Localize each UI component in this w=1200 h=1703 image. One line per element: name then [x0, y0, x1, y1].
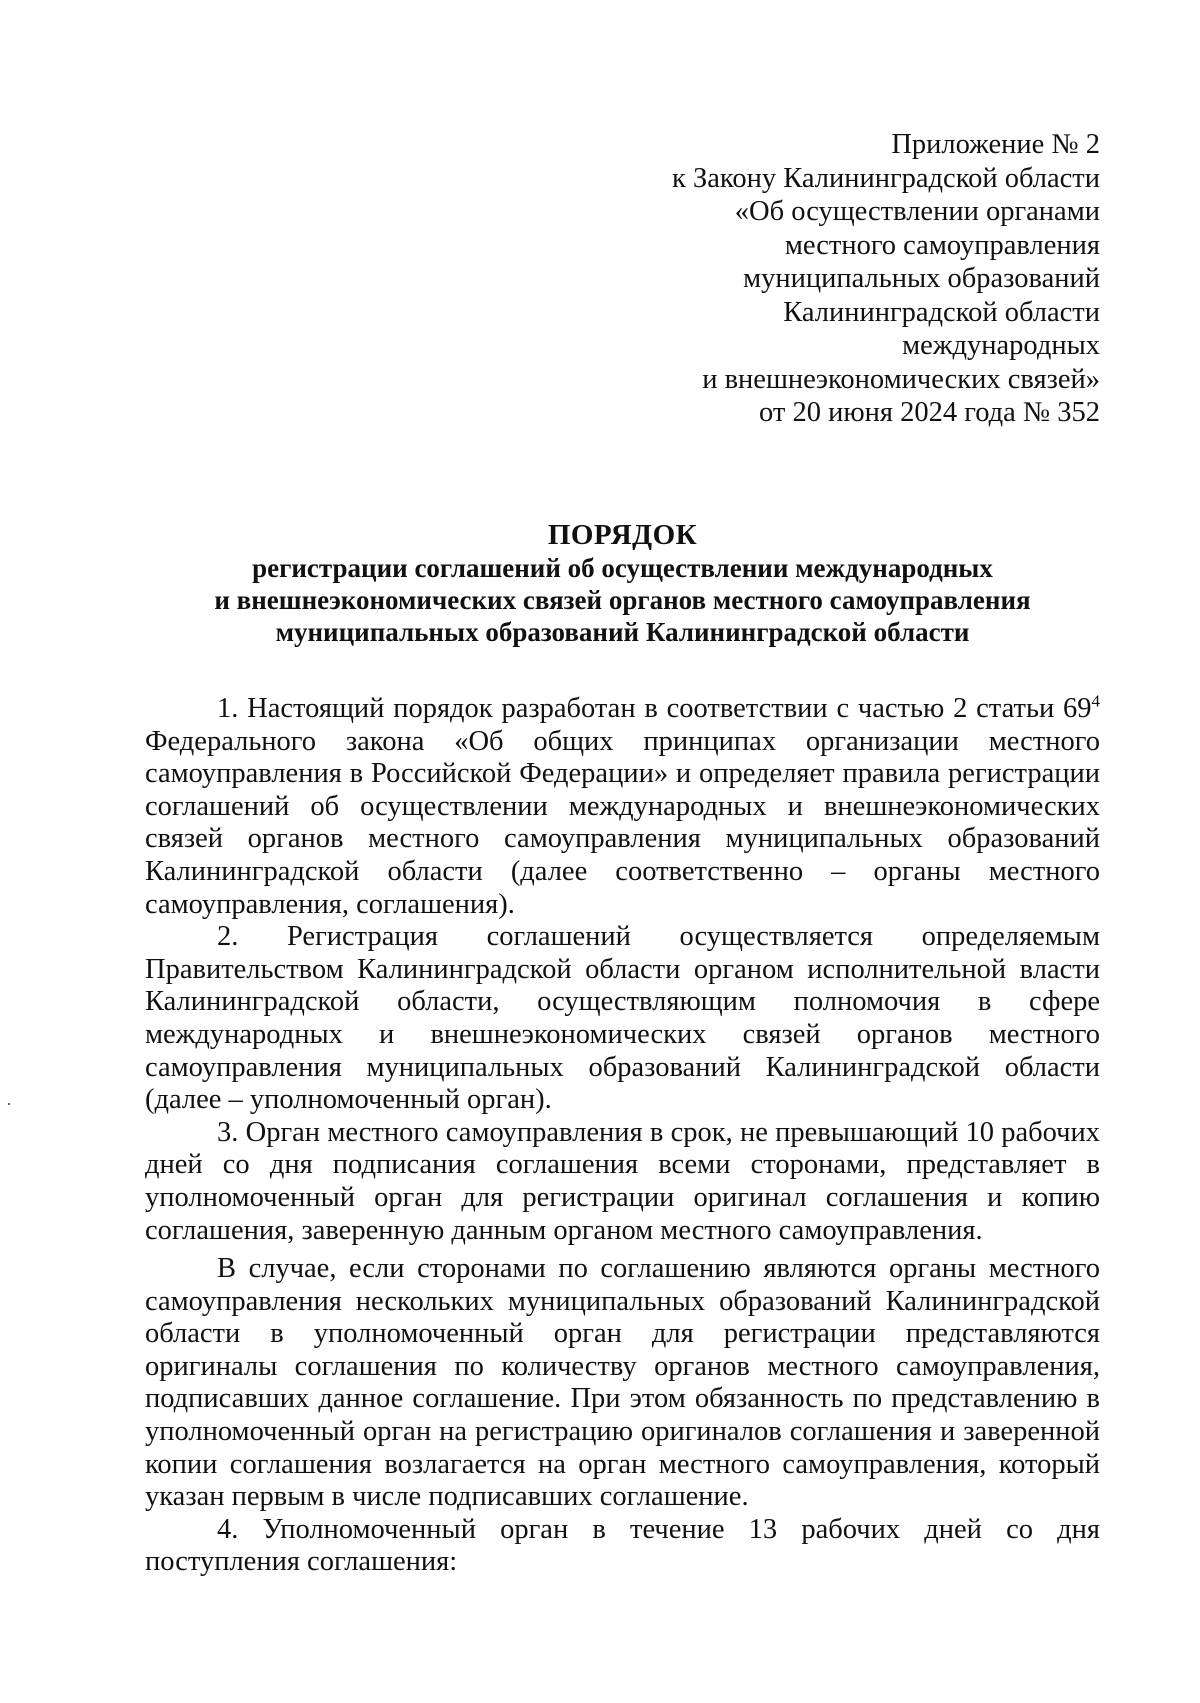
appendix-line: местного самоуправления — [784, 229, 1100, 261]
appendix-line: Приложение № 2 — [891, 129, 1100, 160]
appendix-line: международных — [902, 330, 1100, 361]
paragraph-5: 4. Уполномоченный орган в течение 13 рабочих дней со дня поступления соглашения: — [145, 1513, 1100, 1578]
paragraph-1 — [145, 693, 1100, 921]
title-main: ПОРЯДОК — [547, 519, 698, 551]
superscript: 4 — [1091, 691, 1100, 711]
paragraph-1-text-cont: Федерального закона «Об общих принципах организации местного самоуправления в Российской Федерации» и определяет правила регистрации соглашений об осуществлении международных и внешнеэкономических связей органов местного самоуправления муниципальных образований Калининградской области (далее соответственно – органы местного самоуправления, соглашения). — [145, 725, 1100, 920]
title-sub-line: муниципальных образований Калининградской области — [275, 617, 970, 647]
scan-speck — [8, 1103, 10, 1105]
appendix-line: и внешнеэкономических связей» — [702, 363, 1100, 395]
paragraph-4: В случае, если сторонами по соглашению являются органы местного самоуправления нескольких муниципальных образований Калининградской области в уполномоченный орган для регистрации представляются оригиналы соглашения по количеству органов местного самоуправления, подписавших данное соглашение. При этом обязанность по представлению в уполномоченный орган на регистрацию оригиналов соглашения и заверенной копии соглашения возлагается на орган местного самоуправления, который указан первым в числе подписавших соглашение. — [145, 1253, 1100, 1513]
appendix-header — [500, 128, 1100, 430]
appendix-line: муниципальных образований — [743, 263, 1100, 294]
appendix-line: «Об осуществлении органами — [734, 196, 1100, 227]
paragraph-2: 2. Регистрация соглашений осуществляется определяемым Правительством Калининградской области органом исполнительной власти Калининградской области, осуществляющим полномочия в сфере международных и внешнеэкономических связей органов местного самоуправления муниципальных образований Калининградской области (далее – уполномоченный орган). — [145, 921, 1100, 1116]
document-body — [145, 693, 1100, 1579]
document-title — [145, 518, 1100, 648]
appendix-line: к Закону Калининградской области — [672, 162, 1100, 194]
paragraph-1-text: 1. Настоящий порядок разработан в соответствии с частью 2 статьи 69 — [217, 693, 1092, 724]
title-sub-line: регистрации соглашений об осуществлении международных — [252, 553, 993, 583]
appendix-line: от 20 июня 2024 года № 352 — [759, 397, 1100, 428]
appendix-line: Калининградской области — [783, 296, 1100, 328]
title-sub-line: и внешнеэкономических связей органов местного самоуправления — [214, 585, 1031, 615]
paragraph-3: 3. Орган местного самоуправления в срок, не превышающий 10 рабочих дней со дня подписания соглашения всеми сторонами, представляет в уполномоченный орган для регистрации оригинал соглашения и копию соглашения, заверенную данным органом местного самоуправления. — [145, 1116, 1100, 1246]
